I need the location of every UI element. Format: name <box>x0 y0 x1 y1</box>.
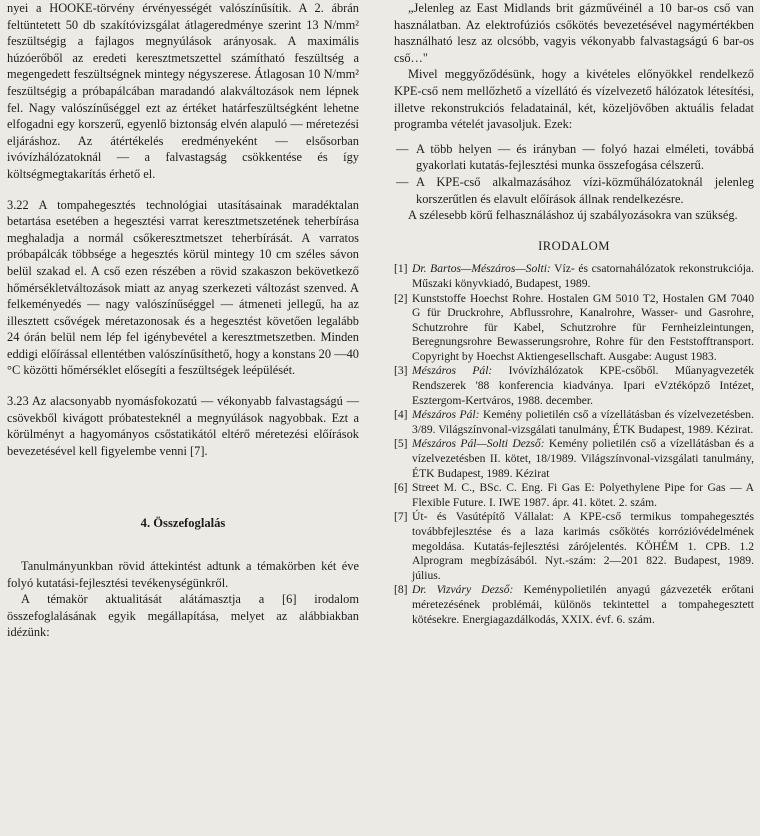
reference-text: Kemény polietilén cső a vízellátásban és a vízelvezetésben II. kötet, 18/1989. Világszínvonal-vizsgálati tanulmány, ÉTK Budapest, 1989. Kézirat <box>412 437 754 480</box>
reference-author: Mészáros Pál—Solti Dezső: <box>412 437 545 451</box>
reference-item <box>394 364 754 408</box>
reference-item <box>394 408 754 437</box>
reference-item <box>394 583 754 627</box>
paragraph: 3.22 A tompahegesztés technológiai utasításainak maradéktalan betartása esetében a hegesztési varrat keresztmetszetének teherbírása meghaladja a normál csőkeresztmetszet teherbírását. A varratos próbapálcák többsége a hegesztés körül mintegy 10 cm széles sávon belül szakad el. A cső ezen részében a rövid szakaszon bekövetkező hőmérsékletváltozások miatt az anyag szerkezeti változást szenved. A felkeményedés — nagy valószínűséggel — átmeneti jellegű, ha az illesztett csővégek méretazonosak és a hegesztést követően legalább 24 órán belül nem lép fel igénybevétel a keresztmetszetben. Minden eddigi előírással ellentétben valószínűsíthető, hogy a konstans 20 —40 °C közötti hőmérséklet elősegíti a feszültségek leépülését. <box>7 197 359 378</box>
reference-number: [4] <box>394 408 408 422</box>
list-item: — A több helyen — és irányban — folyó hazai elméleti, továbbá gyakorlati kutatás-fejlesztési munka összefogása célszerű. <box>396 141 754 173</box>
reference-item <box>394 510 754 583</box>
paragraph: A témakör aktualitását alátámasztja a [6] irodalom összefoglalásának egyik megállapítása, melyet az alábbiakban idézünk: <box>7 592 359 640</box>
paragraph: nyei a HOOKE-törvény érvényességét valószínűsítik. A 2. ábrán feltüntetett 50 db szakítóvizsgálat átlageredménye szerint 13 N/mm² feszültségig a fajlagos megnyúlások arányosak. A maximális húzóerőből az eredeti keresztmetszettel számítható feszültség a megengedett feszültségnek mintegy négyszerese. Átlagosan 10 N/mm² feszültségig a próbapálcában maradandó alakváltozások nem lépnek fel. Nagy valószínűséggel ezt az értéket határfeszültségként lehetne elfogadni egy korszerű, egyenlő biztonság elvén alapuló — méretezési eljáráshoz. Az átértékelés eredményeként — elsősorban ivóvízhálózatoknál — a falvastagság csökkentése és így költségmegtakarítás érhető el. <box>7 1 359 181</box>
reference-number: [3] <box>394 364 408 378</box>
reference-text: Keménypolietilén anyagú gázvezeték erőtani méretezésének problémái, különös tekintettel a tompahegesztett kötésekre. Energiagazdálkodás, XXIX. évf. 6. szám. <box>412 583 754 626</box>
quote: „Jelenleg az East Midlands brit gázművéinél a 10 bar-os cső van használatban. Az elektrofúziós csőkötés bevezetésével nagymértékben használható lesz az olcsóbb, vagyis vékonyabb falvastagságú 6 bar-os cső…" <box>394 1 754 65</box>
reference-number: [5] <box>394 437 408 451</box>
reference-item <box>394 292 754 365</box>
list-item: — A KPE-cső alkalmazásához vízi-közműhálózatoknál jelenleg korszerűtlen és elavult előírások állnak rendelkezésre. <box>396 174 754 206</box>
reference-item <box>394 262 754 291</box>
paragraph: Mivel meggyőződésünk, hogy a kivételes előnyökkel rendelkező KPE-cső nem mellőzhető a vízellátó és vízelvezető hálózatok létesítési, illetve rekonstrukciós feladatainál, két, közeljövőben aktuális feladat programba vételét javasoljuk. Ezek: <box>394 67 754 132</box>
reference-number: [6] <box>394 481 408 495</box>
paragraph: 3.23 Az alacsonyabb nyomásfokozatú — vékonyabb falvastagságú — csövekből kivágott próbatesteknél a megnyúlások nagyobbak. Ezt a körülményt a hagyományos csőstatikától eltérő méretezési előírások bevezetésével kell figyelembe venni [7]. <box>7 394 359 458</box>
bullet-list <box>394 141 754 207</box>
references-heading: IRODALOM <box>538 238 610 253</box>
reference-number: [7] <box>394 510 408 524</box>
references-list <box>394 262 754 627</box>
reference-item <box>394 481 754 510</box>
reference-author: Dr. Vizváry Dezső: <box>412 583 514 597</box>
reference-number: [1] <box>394 262 408 276</box>
left-column <box>7 0 359 641</box>
reference-text: Út- és Vasútépítő Vállalat: A KPE-cső termikus tompahegesztés továbbfejlesztése és a laza karimás csőkötés korrózióvédelmének megoldása. Kutatás-fejlesztési zárójelentés. KÖHÉM 1. CPB. 1.2 Alprogram megbízásából. Nyt.-szám: 2—201 822. Budapest, 1989. július. <box>412 510 754 582</box>
reference-text: Ivóvízhálózatok KPE-csőből. Műanyagvezeték Rendszerek '88 konferencia kiadványa. Ipari eVztékópző Intézet, Esztergom-Kertváros, 1988. december. <box>412 364 754 407</box>
reference-text: Kunststoffe Hoechst Rohre. Hostalen GM 5010 T2, Hostalen GM 7040 G für Druckrohre, Abflussrohre, Kanalrohre, Wasser- und Gasrohre, Schutzrohre für Kabel, Schutzrohre für Fernheizleintungen, Beregnungsrohre Bewasserungsrohre, Rohre für den Feststofftransport. Copyright by Hoechst Aktiengesellschaft. Ausgabe: August 1983. <box>412 291 754 363</box>
section-heading: 4. Összefoglalás <box>140 516 226 531</box>
reference-author: Mészáros Pál: <box>412 364 493 378</box>
paragraph: Tanulmányunkban rövid áttekintést adtunk a témakörben két éve folyó kutatási-fejlesztési tevékenységünkről. <box>7 559 359 590</box>
reference-author: Mészáros Pál: <box>412 408 480 422</box>
paragraph: A szélesebb körű felhasználáshoz új szabályozásokra van szükség. <box>408 208 738 223</box>
reference-text: Street M. C., BSc. C. Eng. Fi Gas E: Polyethylene Pipe for Gas — A Flexible Future. I. IWE 1987. ápr. 41. kötet. 2. szám. <box>412 481 754 509</box>
reference-text: Kemény polietilén cső a vízellátásban és vízelvezetésben. 3/89. Világszínvonal-vizsgálati tanulmány, ÉTK Budapest, 1989. Kézirat. <box>412 408 754 436</box>
reference-number: [2] <box>394 291 408 305</box>
reference-author: Dr. Bartos—Mészáros—Solti: <box>412 262 551 276</box>
reference-number: [8] <box>394 583 408 597</box>
reference-text: Víz- és csatornahálózatok rekonstrukciója. Műszaki könyvkiadó, Budapest, 1989. <box>412 262 754 290</box>
reference-item <box>394 437 754 481</box>
right-column <box>394 0 754 627</box>
